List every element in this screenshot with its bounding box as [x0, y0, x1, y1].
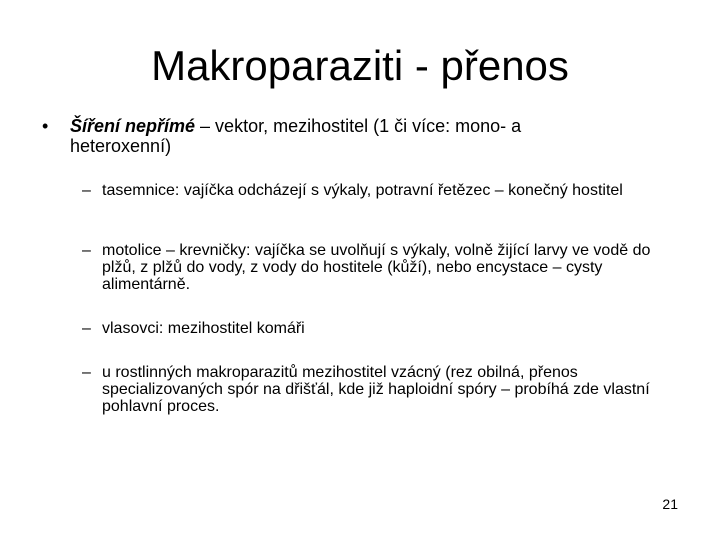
page-number: 21 — [662, 496, 678, 512]
main-bullet-text — [70, 116, 602, 156]
dash-marker: – — [82, 364, 91, 381]
dash-marker: – — [82, 242, 91, 259]
sub-item-vlasovci — [82, 320, 682, 337]
dash-marker: – — [82, 320, 91, 337]
sub-item-rostlinne — [82, 364, 682, 415]
slide-title: Makroparaziti - přenos — [151, 42, 569, 89]
bullet-dot: • — [42, 116, 49, 136]
main-bullet — [42, 116, 602, 156]
sub-item-tasemnice — [82, 182, 682, 199]
main-bullet-emphasis: Šíření nepřímé — [70, 116, 196, 136]
sub-item-text: motolice – krevničky: vajíčka se uvolňují s výkaly, volně žijící larvy ve vodě do plžů, z plžů do vody, z vody do hostitele (kůží), nebo encystace – cysty alimentárně. — [102, 242, 651, 293]
sub-item-motolice — [82, 242, 682, 293]
sub-item-text: tasemnice: vajíčka odcházejí s výkaly, potravní řetězec – konečný hostitel — [102, 182, 623, 199]
sub-item-text: vlasovci: mezihostitel komáři — [102, 320, 305, 337]
sub-item-text: u rostlinných makroparazitů mezihostitel vzácný (rez obilná, přenos specializovaných spór na dřišťál, kde již haploidní spóry – probíhá zde vlastní pohlavní proces. — [102, 364, 650, 415]
main-bullet-rest: – vektor, mezihostitel (1 či více: mono- a heteroxenní) — [70, 116, 522, 156]
dash-marker: – — [82, 182, 91, 199]
